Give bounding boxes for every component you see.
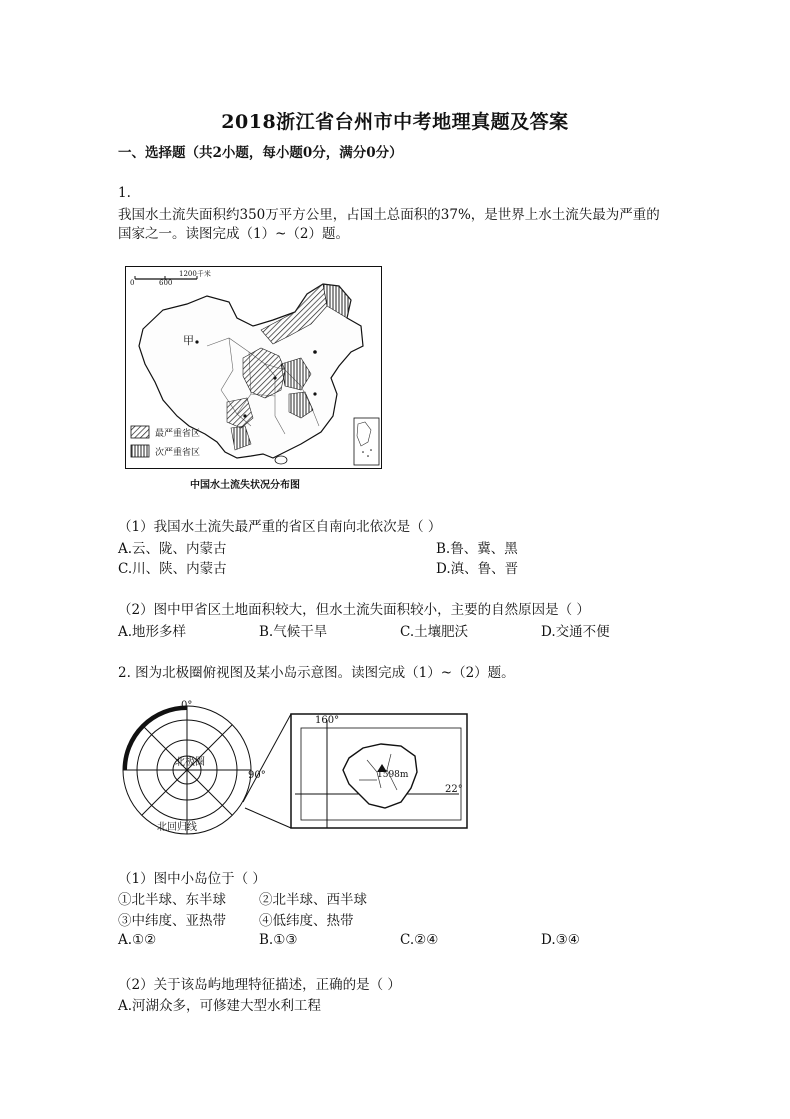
legend-second-severe: 次严重省区 (155, 448, 201, 458)
q1-sub1-option-d: D.滇、鲁、晋 (436, 561, 519, 577)
q2-sub1-statement-1: ①北半球、东半球 (118, 892, 226, 908)
q2-sub1-statement-4: ④低纬度、热带 (259, 913, 354, 929)
q2-sub1-option-d: D.③④ (541, 932, 580, 948)
q2-sub2-option-a: A.河湖众多，可修建大型水利工程 (118, 998, 322, 1014)
map-caption: 中国水土流失状况分布图 (190, 480, 300, 491)
scale-label-600: 600 (159, 279, 173, 287)
q1-sub2-stem: （2）图中甲省区土地面积较大，但水土流失面积较小，主要的自然原因是（ ） (118, 602, 590, 618)
label-tropic-of-cancer: 北回归线 (157, 822, 197, 833)
q1-sub1-option-c: C.川、陕、内蒙古 (118, 561, 227, 577)
scale-label-0: 0 (130, 279, 135, 287)
q2-sub1-statement-2: ②北半球、西半球 (259, 892, 367, 908)
q1-sub1-option-b: B.鲁、冀、黑 (436, 541, 518, 557)
scale-label-1200: 1200千米 (179, 270, 211, 278)
china-erosion-map (125, 266, 382, 469)
section-heading: 一、选择题（共2小题，每小题0分，满分0分） (118, 145, 403, 161)
q1-sub2-option-c: C.土壤肥沃 (400, 624, 469, 640)
q1-stem-line2: 国家之一。读图完成（1）~（2）题。 (118, 226, 349, 242)
q2-sub1-option-c: C.②④ (400, 932, 439, 948)
q1-sub2-option-a: A.地形多样 (118, 624, 187, 640)
q2-sub1-option-b: B.①③ (259, 932, 298, 948)
legend-most-severe: 最严重省区 (155, 429, 201, 439)
label-arctic-circle: 北极圈 (175, 757, 205, 768)
q1-sub2-option-b: B.气候干旱 (259, 624, 328, 640)
q2-sub1-statement-3: ③中纬度、亚热带 (118, 913, 226, 929)
label-longitude-160: 160° (315, 715, 340, 726)
q1-stem-line1: 我国水土流失面积约350万平方公里，占国土总面积的37%，是世界上水土流失最为严重的 (118, 207, 660, 223)
q1-number: 1. (118, 185, 131, 201)
label-0-degree: 0° (181, 700, 193, 711)
q1-sub1-stem: （1）我国水土流失最严重的省区自南向北依次是（ ） (118, 519, 442, 535)
document-title: 2018浙江省台州市中考地理真题及答案 (221, 111, 569, 133)
q2-sub1-stem: （1）图中小岛位于（ ） (118, 871, 266, 887)
label-90-degree: 90° (248, 770, 266, 781)
q2-sub1-option-a: A.①② (118, 932, 157, 948)
arctic-island-figure (115, 700, 475, 840)
q1-sub2-option-d: D.交通不便 (541, 624, 610, 640)
q2-stem: 2. 图为北极圈俯视图及某小岛示意图。读图完成（1）~（2）题。 (118, 665, 515, 681)
label-peak-elevation: 1598m (377, 770, 409, 780)
map-label-jia: 甲 (183, 334, 194, 347)
q1-sub1-option-a: A.云、陇、内蒙古 (118, 541, 227, 557)
q2-sub2-stem: （2）关于该岛屿地理特征描述，正确的是（ ） (118, 977, 401, 993)
label-latitude-22: 22° (445, 784, 463, 795)
